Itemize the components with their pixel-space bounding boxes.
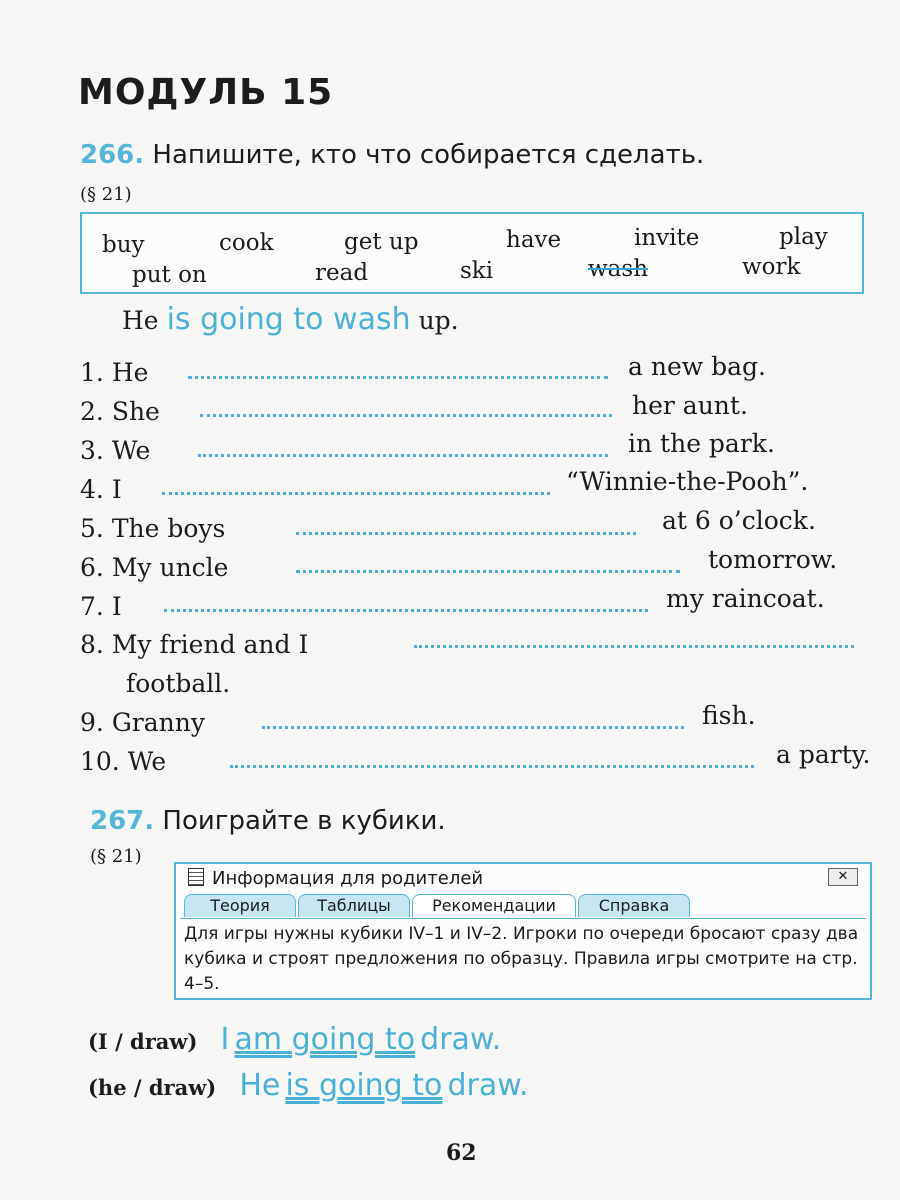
row-subject: The boys: [111, 514, 226, 543]
example-subject: He: [122, 306, 159, 335]
row-ending: a new bag.: [628, 352, 766, 381]
row-number: 9.: [80, 708, 104, 737]
example-answer-underlined: am going to: [234, 1022, 416, 1057]
row-ending: my raincoat.: [666, 584, 825, 613]
info-text: Для игры нужны кубики IV–1 и IV–2. Игроки по очереди бросают сразу два кубика и строят предложения по образцу. Правила игры смотрите на стр. 4–5.: [184, 924, 859, 994]
answer-blank[interactable]: [198, 454, 608, 457]
tab-reference[interactable]: Справка: [578, 894, 690, 917]
exercise-number: 266.: [80, 140, 145, 170]
parent-info-window: [174, 862, 872, 1000]
exercise-row-7: [80, 592, 122, 621]
tab-recommendations[interactable]: Рекомендации: [412, 894, 576, 917]
example-row-1: [88, 1022, 501, 1057]
exercise-row-9: [80, 708, 205, 737]
exercise-267-heading: [90, 806, 446, 836]
word-bank-item: cook: [219, 230, 274, 256]
exercise-row-8: [80, 630, 308, 659]
word-bank-item: ski: [460, 258, 494, 284]
info-window-title-text: Информация для родителей: [212, 868, 484, 889]
tab-tables[interactable]: Таблицы: [298, 894, 410, 917]
row-ending: a party.: [776, 740, 871, 769]
row-subject: We: [111, 436, 151, 465]
example-ending: up.: [418, 306, 459, 335]
exercise-row-10: [80, 747, 166, 776]
exercise-row-3: [80, 436, 150, 465]
word-bank-item: play: [779, 224, 828, 250]
answer-blank[interactable]: [200, 414, 612, 417]
row-ending: tomorrow.: [708, 545, 838, 574]
grammar-paragraph-ref: (§ 21): [90, 846, 142, 867]
row-ending: at 6 o’clock.: [662, 506, 816, 535]
example-answer-post: draw.: [420, 1022, 502, 1057]
word-bank-item: read: [315, 260, 369, 286]
row-ending: football.: [126, 669, 231, 698]
answer-blank[interactable]: [164, 609, 648, 612]
row-ending: fish.: [702, 701, 756, 730]
row-ending: her aunt.: [632, 391, 748, 420]
row-subject: We: [127, 747, 167, 776]
exercise-instruction: Напишите, кто что собирается сделать.: [152, 140, 705, 170]
answer-blank[interactable]: [262, 726, 684, 729]
row-number: 6.: [80, 553, 104, 582]
row-number: 1.: [80, 358, 104, 387]
row-number: 7.: [80, 592, 104, 621]
example-answer-pre: I: [220, 1022, 230, 1057]
tabs-divider: [180, 918, 866, 919]
word-bank-item: get up: [344, 229, 419, 255]
row-number: 8.: [80, 630, 104, 659]
exercise-row-2: [80, 397, 160, 426]
exercise-266-heading: [80, 140, 704, 170]
answer-blank[interactable]: [414, 645, 854, 648]
exercise-row-1: [80, 358, 148, 387]
answer-blank[interactable]: [230, 765, 754, 768]
row-number: 3.: [80, 436, 104, 465]
row-number: 5.: [80, 514, 104, 543]
info-window-title: [188, 868, 483, 889]
answer-blank[interactable]: [296, 570, 680, 573]
row-subject: I: [111, 592, 122, 621]
answer-blank[interactable]: [188, 376, 608, 379]
word-bank-item: have: [506, 227, 562, 253]
example-answer-pre: He: [239, 1068, 281, 1103]
page-number: 62: [446, 1140, 477, 1166]
word-bank-item: put on: [132, 262, 207, 288]
word-bank-item-crossed: wash: [588, 256, 649, 282]
row-subject: My friend and I: [111, 630, 309, 659]
exercise-row-6: [80, 553, 228, 582]
example-answer-post: draw.: [447, 1068, 529, 1103]
exercise-number: 267.: [90, 806, 155, 836]
example-answer: is going to wash: [166, 302, 411, 337]
example-prompt: (he / draw): [88, 1075, 217, 1100]
answer-blank[interactable]: [296, 532, 636, 535]
module-title: МОДУЛЬ 15: [78, 72, 334, 113]
example-prompt: (I / draw): [88, 1029, 198, 1054]
exercise-row-5: [80, 514, 225, 543]
row-number: 2.: [80, 397, 104, 426]
row-number: 10.: [80, 747, 120, 776]
tab-theory[interactable]: Теория: [184, 894, 296, 917]
row-subject: He: [111, 358, 149, 387]
close-icon[interactable]: ✕: [828, 868, 858, 886]
answer-blank[interactable]: [162, 492, 550, 495]
word-bank-item: invite: [634, 225, 700, 251]
document-icon: [188, 868, 204, 886]
row-subject: I: [111, 475, 122, 504]
row-subject: Granny: [111, 708, 205, 737]
exercise-row-4: [80, 475, 122, 504]
example-answer-underlined: is going to: [285, 1068, 443, 1103]
example-sentence: [122, 302, 459, 337]
word-bank-item: buy: [102, 232, 145, 258]
word-bank-item: work: [742, 254, 801, 280]
exercise-instruction: Поиграйте в кубики.: [162, 806, 446, 836]
grammar-paragraph-ref: (§ 21): [80, 184, 132, 205]
row-subject: She: [111, 397, 160, 426]
row-number: 4.: [80, 475, 104, 504]
row-ending: “Winnie-the-Pooh”.: [566, 467, 809, 496]
row-subject: My uncle: [111, 553, 229, 582]
row-ending: in the park.: [628, 429, 775, 458]
example-row-2: [88, 1068, 529, 1103]
word-bank-box: [80, 212, 864, 294]
